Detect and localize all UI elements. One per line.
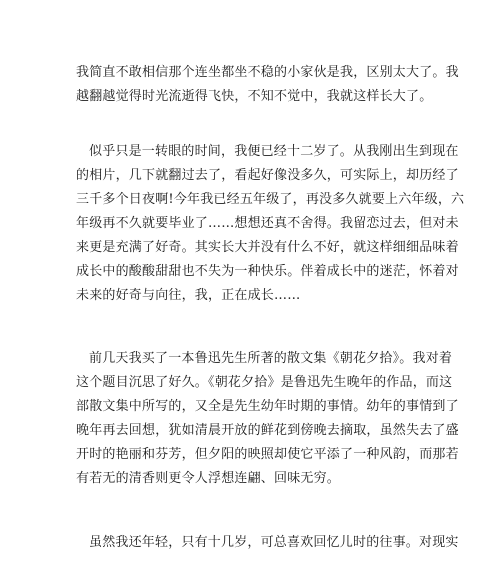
text-line: 未来的好奇与向往，我，正在成长…… xyxy=(76,288,301,303)
text-line: 成长中的酸酸甜甜也不失为一种快乐。伴着成长中的迷茫，怀着对 xyxy=(76,264,459,279)
text-line: 的相片，几下就翻过去了，看起好像没多久，可实际上，却历经了 xyxy=(76,168,459,183)
paragraph-3 xyxy=(76,347,459,491)
paragraph-2 xyxy=(76,140,465,308)
text-line: 似乎只是一转眼的时间，我便已经十二岁了。从我刚出生到现在 xyxy=(89,144,459,159)
text-line: 来更是充满了好奇。其实长大并没有什么不好，就这样细细品味着 xyxy=(76,240,459,255)
text-line: 前几天我买了一本鲁迅先生所著的散文集《朝花夕拾》。我对着 xyxy=(89,351,453,366)
text-line: 越翻越觉得时光流逝得飞快，不知不觉中，我就这样长大了。 xyxy=(76,89,433,104)
text-line: 这个题目沉思了好久。《朝花夕拾》是鲁迅先生晚年的作品，而这 xyxy=(76,375,453,390)
text-line: 三千多个日夜啊!今年我已经五年级了，再没多久就要上六年级，六 xyxy=(76,192,465,207)
text-line: 开时的艳丽和芬芳，但夕阳的映照却使它平添了一种风韵，而那若 xyxy=(76,447,459,462)
text-line: 年级再不久就要毕业了……想想还真不舍得。我留恋过去，但对未 xyxy=(76,216,459,231)
text-line: 虽然我还年轻，只有十几岁，可总喜欢回忆儿时的往事。对现实 xyxy=(89,535,459,550)
paragraph-1 xyxy=(76,61,459,109)
text-line: 部散文集中所写的，又全是先生幼年时期的事情。幼年的事情到了 xyxy=(76,399,459,414)
paragraph-4 xyxy=(76,531,459,555)
text-line: 有若无的清香则更令人浮想连翩、回味无穷。 xyxy=(76,471,341,486)
text-line: 我简直不敢相信那个连坐都坐不稳的小家伙是我，区别太大了。我 xyxy=(76,65,459,80)
text-line: 晚年再去回想，犹如清晨开放的鲜花到傍晚去摘取，虽然失去了盛 xyxy=(76,423,459,438)
